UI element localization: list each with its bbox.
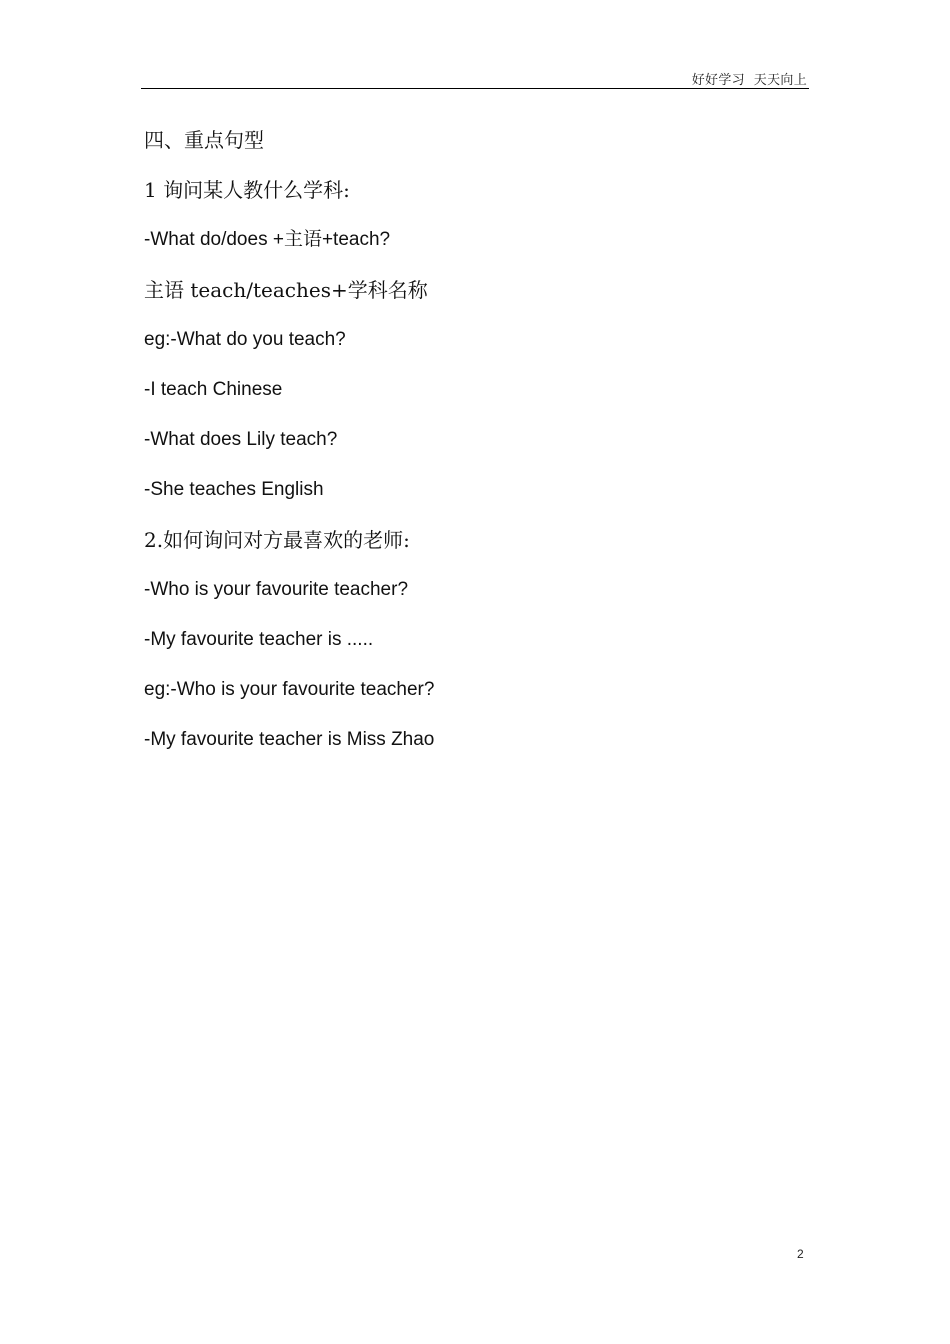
example-line: -She teaches English bbox=[144, 479, 324, 500]
example-line: eg:-What do you teach? bbox=[144, 329, 346, 350]
section-heading: 四、重点句型 bbox=[144, 128, 264, 152]
example-line: -What does Lily teach? bbox=[144, 429, 338, 450]
pattern-answer: 主语 teach/teaches+学科名称 bbox=[144, 278, 428, 302]
pattern-question: -Who is your favourite teacher? bbox=[144, 579, 409, 600]
subheading-ask-subject: 1 询问某人教什么学科: bbox=[144, 178, 350, 202]
example-line: -I teach Chinese bbox=[144, 379, 283, 400]
example-line: eg:-Who is your favourite teacher? bbox=[144, 679, 435, 700]
page-number: 2 bbox=[797, 1247, 804, 1261]
page-content bbox=[144, 122, 804, 772]
pattern-answer: -My favourite teacher is ..... bbox=[144, 629, 374, 650]
example-line: -My favourite teacher is Miss Zhao bbox=[144, 729, 435, 750]
pattern-question: -What do/does +主语+teach? bbox=[144, 229, 391, 250]
subheading-favourite-teacher: 2.如何询问对方最喜欢的老师: bbox=[144, 528, 410, 552]
page-header bbox=[141, 64, 809, 89]
header-motto: 好好学习 天天向上 bbox=[691, 73, 807, 88]
